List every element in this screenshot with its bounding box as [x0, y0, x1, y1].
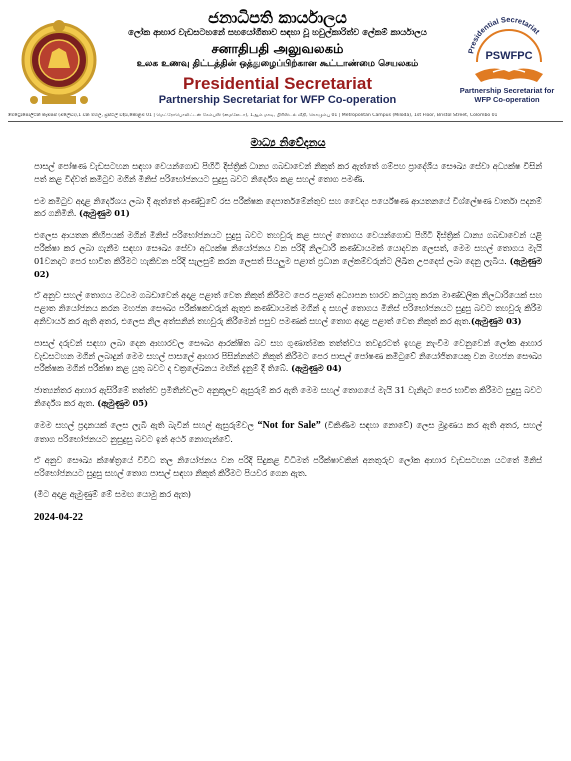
- badge-caption-line-1: Partnership Secretariat for: [459, 86, 555, 95]
- paragraph-2: [34, 195, 542, 221]
- annex-ref-05: (ඇමුණුම 05): [97, 397, 149, 408]
- paragraph-8: [34, 454, 542, 480]
- tamil-subtitle: உலக உணவு திட்டத்தின் ஒத்துழைப்பிற்கான கூட்டாண்மை செயலகம்: [136, 59, 419, 69]
- english-title: Presidential Secretariat: [183, 74, 372, 93]
- paragraph-4: [34, 289, 542, 327]
- badge-caption-line-2: WFP Co-operation: [474, 95, 540, 104]
- annex-ref-01: (ඇමුණුම 01): [79, 208, 130, 219]
- paragraph-3-text: එලෙස ආයතන කිහිපයක් මගින් මිනිස් පරිභෝජනයට සුදුසු බවට තහවුරු කළ සහල් තොගය වෙයන්ගොඩ පිහිටි දිස්ත්‍රික් ධාන්‍ය ගබඩාවෙන් යළි පරීක්ෂා කර ලබා ගැනීම සඳහා සෞඛ්‍ය සේවා අධ්‍යක්ෂ නියෝජනය වන පරිදි නිලධාරී කණ්ඩායමක් යොදවන ලෙසත්, මෙම සහල් තොගය මැයි 01වනදාට පෙර භාවිත කිරීමට හැකිවන පරිදි සැලසුම් කරන ලෙසත් සියලුම පළාත් ප්‍රධාන ලේකම්වරුන්ට ලිඛිත උපදෙස් ලබා දෙනු ලැබීය.: [34, 230, 542, 266]
- paragraph-4-text: ඒ අනුව සහල් තොගය මධ්‍යම ගබඩාවෙන් අදාළ පළාත් වෙත නිකුත් කිරීමට පෙර පළාත් අධ්‍යාපන භාරව කටයුතු කරන මාණ්ඩලික නිලධාරියෙක් සහ පළාත නියෝජනය කරන මහජන සෞඛ්‍ය පරීක්ෂකවරුන් ඇතුළු කණ්ඩායමක් මගින් ද සහල් තොගය මිනිස් පරිභෝජනයට සුදුසු බවට තහවුරු කිරීම අනිවාර්ය කර ඇති අතර, එලෙස නිල අත්සනින් තහවුරු කිරීමෙන් පසුව පමණක් සහල් තොග අදාළ පළාත් වෙත නිකුත් කර ඇත.: [34, 290, 542, 326]
- tamil-title: சனாதிபதி அலுவலகம்: [211, 42, 344, 57]
- paragraph-6: [34, 384, 542, 410]
- paragraph-5: [34, 337, 542, 375]
- not-for-sale-quote: “Not for Sale”: [257, 419, 321, 431]
- paragraph-2-text: එම කමිටුව අදාළ නිර්දේශය ලබා දී ඇත්තේ ආණ්ඩුවේ රස පරීක්ෂක දෙපාර්තමේන්තුව සහ වෛද්‍ය පර්යේෂණ ආයතනයේ විශ්ලේෂණ වාර්තා පදනම් කර ගනිමිනි.: [34, 195, 542, 219]
- sinhala-title: ජනාධිපති කාර්යාලය: [208, 8, 347, 27]
- badge-caption: [448, 86, 566, 104]
- svg-text:Presidential Secretariat: [466, 15, 542, 54]
- badge-ring-text: Presidential Secretariat: [466, 14, 542, 55]
- paragraph-5-text: පාසල් දරුවන් සඳහා ලබා දෙන ආහාරවල සෞඛ්‍ය ආරක්ෂිත බව සහ ගුණාත්මක තත්ත්වය තවදුරටත් ඉහළ නැංවීම වෙනුවෙන් ලෝක ආහාර වැඩසටහන මගින් ලබාදුන් මෙම සහල් පාසලේ ආහාර පිසින්නන්ට නිකුත් කිරීමට පෙර පාසල් පෝෂණ කමිටුවේ නියෝජිතයෙකු වන මහජන සෞඛ්‍ය පරීක්ෂක මගින් පරීක්ෂා කළ යුතු බවට ද චක්‍රලේඛනය මඟින් දැනුම් දී තිබේ.: [34, 337, 542, 374]
- english-subtitle: Partnership Secretariat for WFP Co-operation: [158, 94, 397, 106]
- paragraph-7-before: මෙම සහල් ප්‍රදානයක් ලෙස ලැබී ඇති බැවින් සහල් ඇසුරුම්වල: [34, 419, 254, 430]
- press-release-body: [34, 136, 542, 523]
- address-line: මෙට්‍රොපොලිටන් කැම්පස් (මිලේඩා),1 වන මහල, බ්‍රිස්ටල් වීදිය,කොළඹ 01 | மெட்ரோபொலிட்டன் கேம்பஸ் (மைலேடா), 1ஆம் மாடி, பிரிஸ்டல் வீதி, கொழும்பு 01 | Metropolitan Campus (Miloda), 1st Floor, Bristol Street, Colombo 01: [8, 113, 498, 118]
- paragraph-8-text: ඒ අනුව සෞඛ්‍ය ක්ෂේත්‍රයේ විවිධ තල නියෝජනය වන පරිදි සිදුකළ විධිමත් පරීක්ෂාවකින් අනතුරුව ලෝක ආහාර වැඩසටහන යටතේ මිනිස් පරිභෝජනයට සුදුසු සහල් තොග පාසල් සඳහා නිකුත් කිරීමට පියවර ගෙන ඇත.: [34, 455, 542, 479]
- letterhead: [0, 0, 571, 118]
- annex-ref-04: (ඇමුණුම 04): [291, 363, 342, 374]
- annex-ref-02: (ඇමුණුම 02): [34, 255, 542, 279]
- annex-note: (මීට අදාළ ඇමුණුම් මේ සමඟ යොමු කර ඇත): [34, 488, 191, 499]
- paragraph-6-text: ජාත්‍යන්තර ආහාර ඇසිරීමේ තත්ත්ව ප්‍රමිතීන්වලට අනුකූලව ඇසුරුම් කර ඇති මෙම සහල් තොගයේ මැයි 31 වැනිදාට පෙර භාවිත කිරීමට සුදුසු බවට නිර්දේශ කර ඇත.: [34, 385, 542, 408]
- letterhead-titles: [110, 8, 445, 107]
- paragraph-7-after: (විකිණීම සඳහා නොවේ) ලෙස මුද්‍රණය කර ඇති අතර, සහල් තොග පරිභෝජනයට නුසුදුසු බවට ඉන් අර්ථ නොගැන්වේ.: [34, 419, 543, 444]
- sinhala-subtitle: ලෝක ආහාර වැඩසටහනේ සහයෝගීතාව සඳහා වූ හවුල්කාරිත්ව ලේකම් කාර්යාලය: [128, 28, 427, 38]
- release-date: 2024-04-22: [34, 511, 83, 523]
- paragraph-1-text: පාසල් පෝෂණ වැඩසටහන සඳහා වෙයන්ගොඩ පිහිටි දිස්ත්‍රික් ධාන්‍ය ගබඩාවෙන් නිකුත් කර ඇත්තේ ගම්පහ ප්‍රාදේශීය සෞඛ්‍ය සේවා අධ්‍යක්ෂ විසින් පත් කළ විද්වත් කමිටුව මගින් මිනිස් පරිභෝජනයට සුදුසු බවට නිර්දේශ කළ සහල් තොග පමණි.: [34, 161, 542, 184]
- paragraph-7: [34, 419, 542, 446]
- paragraph-3: [34, 229, 542, 280]
- badge-abbrev: PSWFPC: [485, 50, 533, 62]
- pswfpc-handshake-logo-icon: [463, 12, 555, 86]
- sri-lanka-emblem-icon: [18, 16, 100, 110]
- paragraph-1: [34, 160, 542, 186]
- header-divider: [8, 121, 563, 122]
- document-title: මාධ්‍ය නිවේදනය: [250, 136, 326, 149]
- annex-ref-03: (ඇමුණුම 03): [470, 315, 522, 326]
